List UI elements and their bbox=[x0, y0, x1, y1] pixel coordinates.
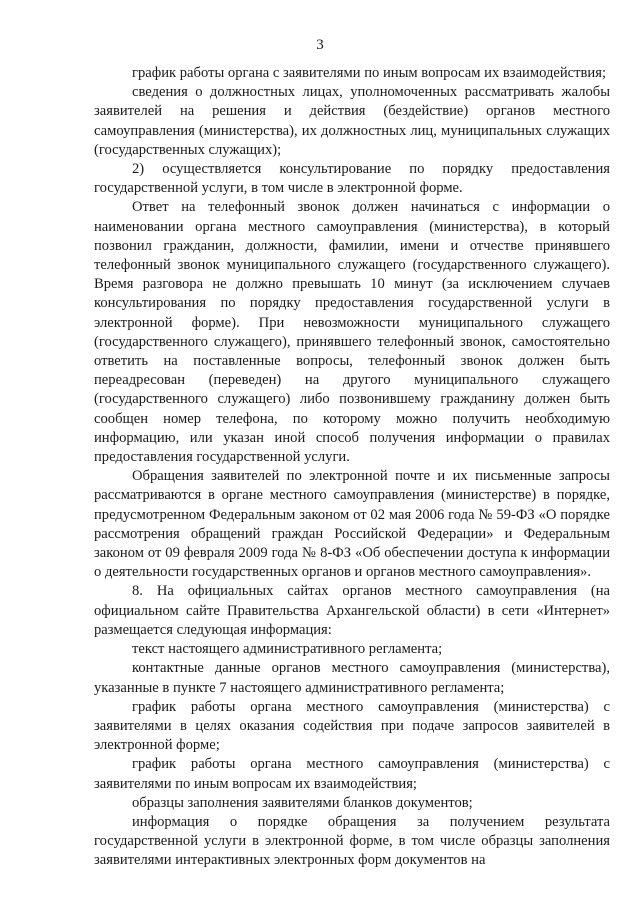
paragraph: контактные данные органов местного самоуправления (министерства), указанные в пункте 7 настоящего административного регламента; bbox=[94, 660, 610, 696]
paragraph: информация о порядке обращения за получением результата государственной услуги в электронной форме, в том числе образцы заполнения заявителями интерактивных электронных форм документов на bbox=[94, 813, 610, 869]
paragraph: 8. На официальных сайтах органов местного самоуправления (на официальном сайте Правительства Архангельской области) в сети «Интернет» размещается следующая информация: bbox=[94, 583, 610, 638]
paragraph: график работы органа местного самоуправления (министерства) с заявителями по иным вопросам их взаимодействия; bbox=[94, 756, 610, 792]
paragraph: сведения о должностных лицах, уполномоченных рассматривать жалобы заявителей на решения и действия (бездействие) органов местного самоуправления (министерства), их должностных лиц, муниципальных служащих (государственных служащих); bbox=[94, 84, 610, 158]
document-body bbox=[94, 64, 610, 871]
paragraph: образцы заполнения заявителями бланков документов; bbox=[132, 794, 473, 811]
page-number: 3 bbox=[316, 37, 324, 53]
paragraph: Ответ на телефонный звонок должен начинаться с информации о наименовании органа местного самоуправления (министерства), в который позвонил гражданин, должности, фамилии, имени и отчестве принявшего телефонный звонок муниципального служащего (государственного служащего). Время разговора не должно превышать 10 минут (за исключением случаев консультирования по порядку предоставления государственной услуги в электронной форме). При невозможности муниципального служащего (государственного служащего), принявшего телефонный звонок, самостоятельно ответить на поставленные вопросы, телефонный звонок должен быть переадресован (переведен) на другого муниципального служащего (государственного служащего) либо позвонившему гражданину должен быть сообщен номер телефона, по которому можно получить необходимую информацию, или указан иной способ получения информации о правилах предоставления государственной услуги. bbox=[94, 199, 610, 466]
paragraph: Обращения заявителей по электронной почте и их письменные запросы рассматриваются в органе местного самоуправления (министерстве) в порядке, предусмотренном Федеральным законом от 02 мая 2006 года № 59-ФЗ «О порядке рассмотрения обращений граждан Российской Федерации» и Федеральным законом от 09 февраля 2009 года № 8-ФЗ «Об обеспечении доступа к информации о деятельности государственных органов и органов местного самоуправления». bbox=[94, 468, 610, 581]
paragraph: график работы органа с заявителями по иным вопросам их взаимодействия; bbox=[132, 65, 606, 81]
paragraph: график работы органа местного самоуправления (министерства) с заявителями в целях оказания содействия при подаче запросов заявителей в электронной форме; bbox=[94, 698, 610, 754]
paragraph: 2) осуществляется консультирование по порядку предоставления государственной услуги, в том числе в электронной форме. bbox=[94, 161, 610, 197]
paragraph: текст настоящего административного регламента; bbox=[132, 641, 443, 658]
